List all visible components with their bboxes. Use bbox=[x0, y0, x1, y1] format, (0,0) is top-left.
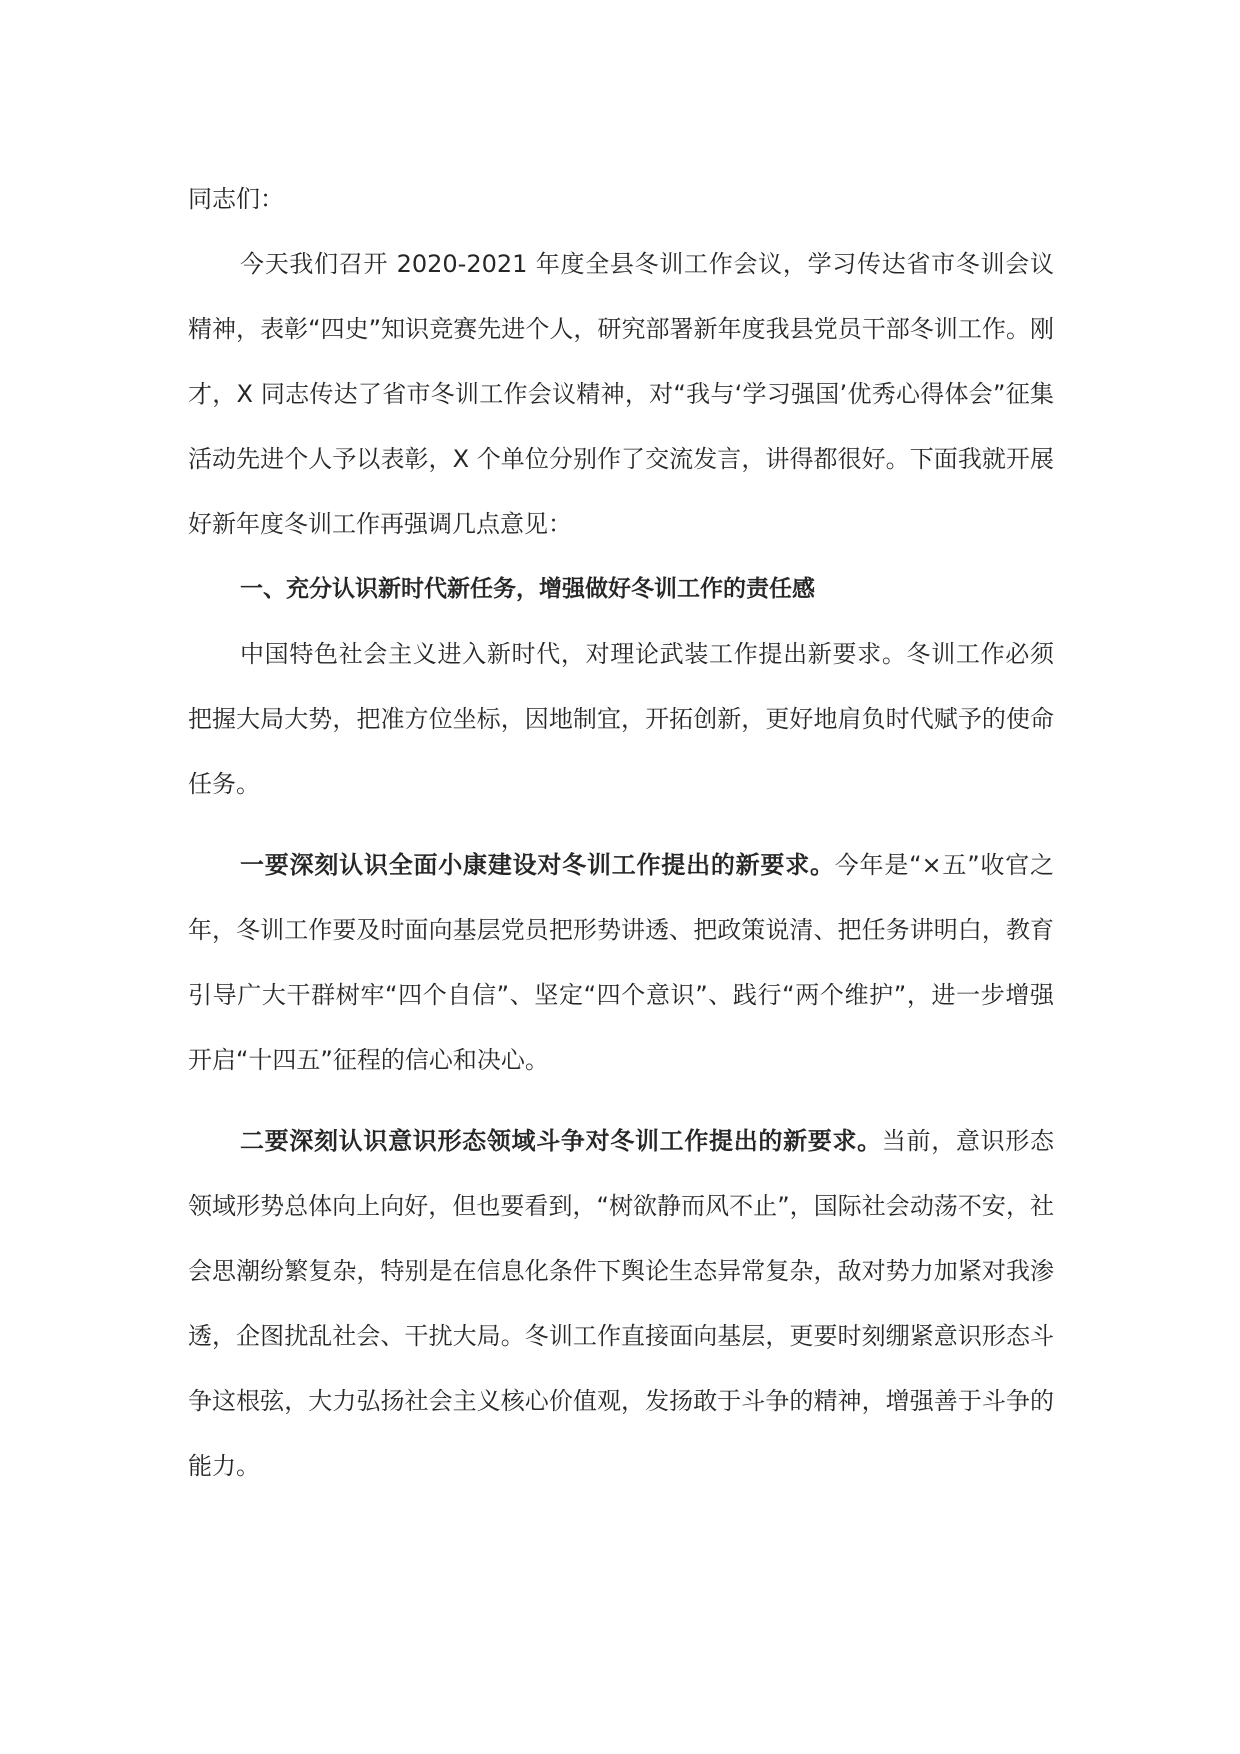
point-1-body: 今年是“×五”收官之年，冬训工作要及时面向基层党员把形势讲透、把政策说清、把任务讲明白，教育引导广大干群树牢“四个自信”、坚定“四个意识”、践行“两个维护”，进一步增强开启“十四五”征程的信心和决心。 bbox=[188, 851, 1054, 1074]
point-2-paragraph bbox=[188, 1109, 1054, 1499]
section-heading-1: 一、充分认识新时代新任务，增强做好冬训工作的责任感 bbox=[240, 576, 815, 602]
point-1-lead: 一要深刻认识全面小康建设对冬训工作提出的新要求。 bbox=[240, 851, 835, 879]
document-page bbox=[188, 167, 1054, 1499]
point-2-body: 当前，意识形态领域形势总体向上向好，但也要看到，“树欲静而风不止”，国际社会动荡不安，社会思潮纷繁复杂，特别是在信息化条件下舆论生态异常复杂，敌对势力加紧对我渗透，企图扰乱社会、干扰大局。冬训工作直接面向基层，更要时刻绷紧意识形态斗争这根弦，大力弘扬社会主义核心价值观，发扬敢于斗争的精神，增强善于斗争的能力。 bbox=[188, 1127, 1054, 1480]
section-1-paragraph: 中国特色社会主义进入新时代，对理论武装工作提出新要求。冬训工作必须把握大局大势，把准方位坐标，因地制宜，开拓创新，更好地肩负时代赋予的使命任务。 bbox=[188, 640, 1054, 798]
point-2-lead: 二要深刻认识意识形态领域斗争对冬训工作提出的新要求。 bbox=[240, 1127, 882, 1155]
salutation: 同志们： bbox=[188, 185, 284, 213]
intro-paragraph: 今天我们召开 2020-2021 年度全县冬训工作会议，学习传达省市冬训会议精神，表彰“四史”知识竞赛先进个人，研究部署新年度我县党员干部冬训工作。刚才，X 同志传达了省市冬训工作会议精神，对“我与‘学习强国’优秀心得体会”征集活动先进个人予以表彰，X 个单位分别作了交流发言，讲得都很好。下面我就开展好新年度冬训工作再强调几点意见： bbox=[188, 250, 1054, 538]
point-1-paragraph bbox=[188, 833, 1054, 1093]
